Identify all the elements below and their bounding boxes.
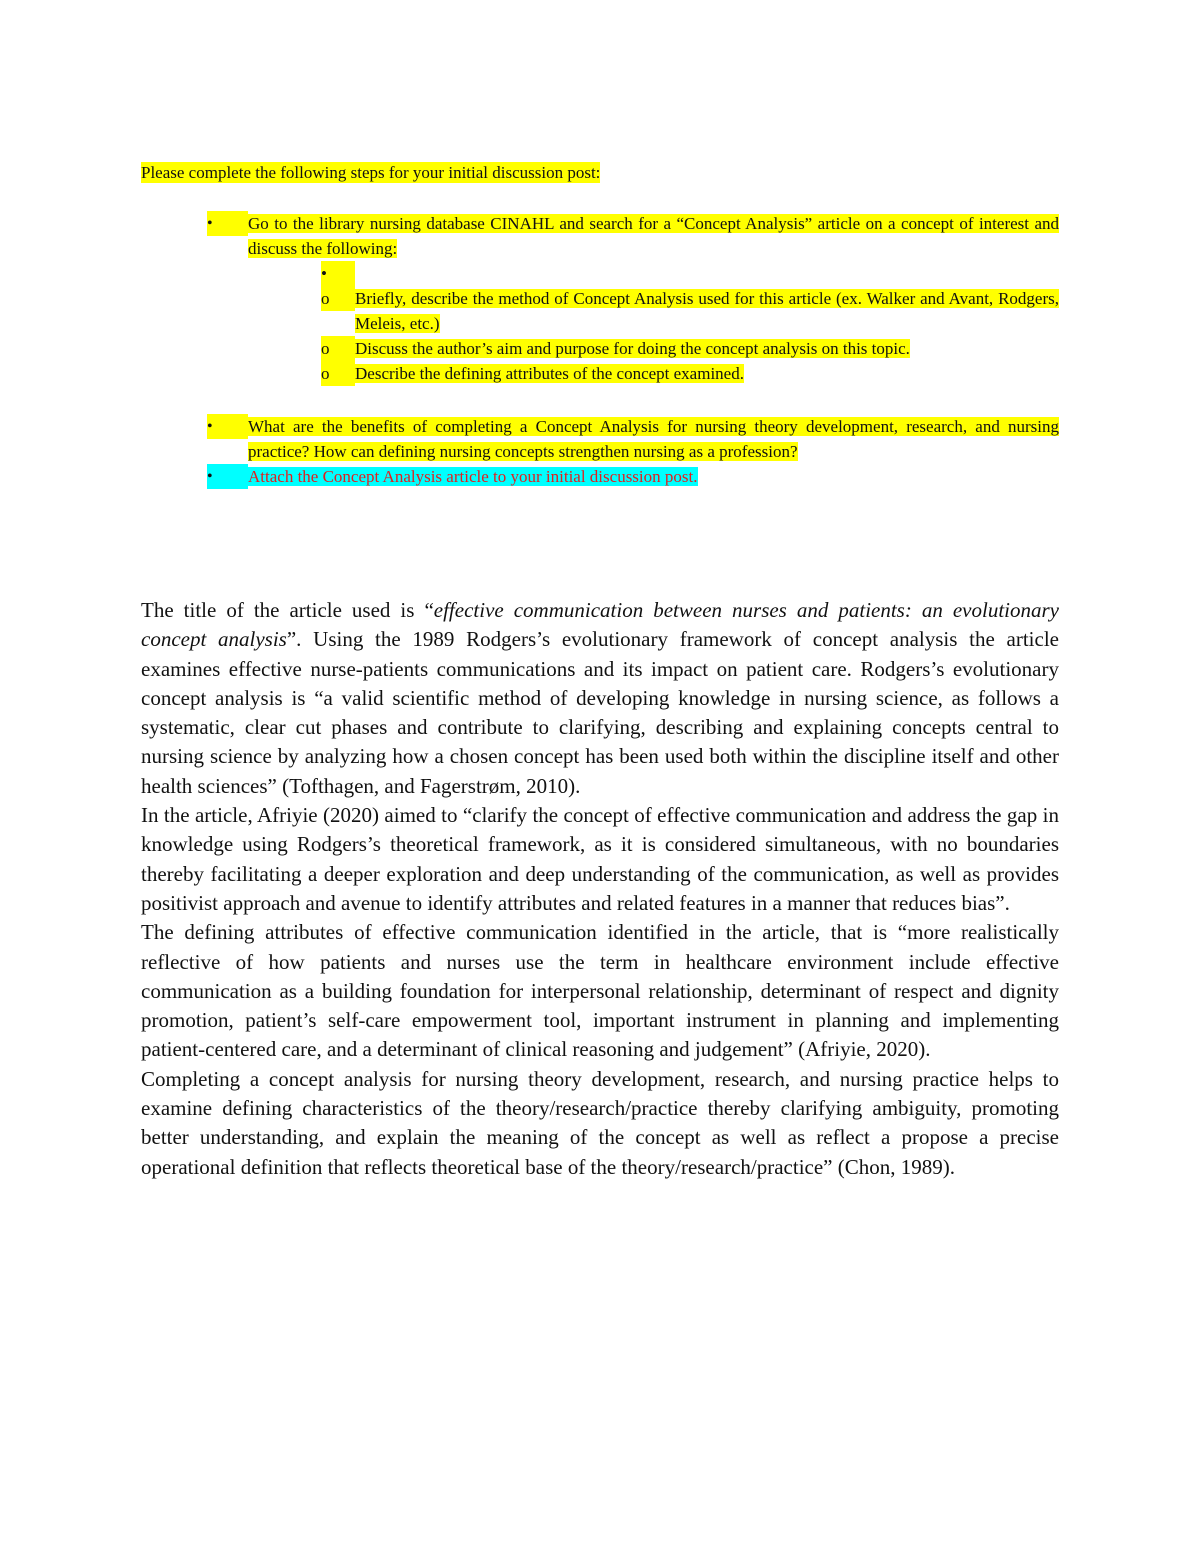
instruction-block	[141, 160, 1059, 489]
instruction-item-3-text: Attach the Concept Analysis article to your initial discussion post.	[248, 467, 698, 486]
instruction-item-2-text: What are the benefits of completing a Concept Analysis for nursing theory development, research, and nursing practice? How can defining nursing concepts strengthen nursing as a profession?	[248, 417, 1059, 461]
essay-paragraph-4: Completing a concept analysis for nursing theory development, research, and nursing practice helps to examine defining characteristics of the theory/research/practice thereby clarifying ambiguity, promoting better understanding, and explain the meaning of the concept as well as reflect a propose a precise operational definition that reflects theoretical base of the theory/research/practice” (Chon, 1989).	[141, 1066, 1059, 1179]
spacer	[141, 386, 1059, 414]
sub-item-2	[141, 336, 1059, 361]
bullet-icon: •	[207, 211, 248, 236]
sub-item-3	[141, 361, 1059, 386]
essay-body	[141, 596, 1059, 1182]
instruction-item-1	[141, 211, 1059, 261]
article-title: effective communication between nurses and patients: an evolutionary concept analysis	[141, 598, 1060, 652]
instruction-item-1-text: Go to the library nursing database CINAHL and search for a “Concept Analysis” article on a concept of interest and discuss the following:	[248, 214, 1059, 258]
sub-item-empty	[141, 261, 1059, 286]
sub-bullet-icon: o	[321, 361, 355, 386]
sub-item-1-text: Briefly, describe the method of Concept Analysis used for this article (ex. Walker and Avant, Rodgers, Meleis, etc.)	[355, 289, 1059, 333]
bullet-icon: •	[207, 464, 248, 489]
sub-bullet-icon: o	[321, 336, 355, 361]
bullet-icon: •	[321, 261, 355, 286]
instruction-intro	[141, 160, 1059, 185]
instruction-item-3	[141, 464, 1059, 489]
essay-paragraph-1	[141, 596, 1059, 801]
instruction-item-2	[141, 414, 1059, 464]
essay-p1-rest: ”. Using the 1989 Rodgers’s evolutionary framework of concept analysis the article examines effective nurse-patients communications and its impact on patient care. Rodgers’s evolutionary concept analysis is “a valid scientific method of developing knowledge in nursing science, as follows a systematic, clear cut phases and contribute to clarifying, describing and explaining concepts central to nursing science by analyzing how a chosen concept has been used both within the discipline itself and other health sciences” (Tofthagen, and Fagerstrøm, 2010).	[141, 627, 1059, 798]
essay-paragraph-2: In the article, Afriyie (2020) aimed to “clarify the concept of effective communication and address the gap in knowledge using Rodgers’s theoretical framework, as it is considered simultaneous, with no boundaries thereby facilitating a deeper exploration and deep understanding of the communication, as well as provides positivist approach and avenue to identify attributes and related features in a manner that reduces bias”.	[141, 803, 1059, 915]
essay-paragraph-3: The defining attributes of effective communication identified in the article, that is “more realistically reflective of how patients and nurses use the term in healthcare environment include effective communication as a building foundation for interpersonal relationship, determinant of respect and dignity promotion, patient’s self-care empowerment tool, important instrument in planning and implementing patient-centered care, and a determinant of clinical reasoning and judgement” (Afriyie, 2020).	[141, 920, 1059, 1062]
instruction-intro-text: Please complete the following steps for your initial discussion post:	[141, 163, 601, 182]
sub-item-2-text: Discuss the author’s aim and purpose for doing the concept analysis on this topic.	[355, 339, 910, 358]
sub-bullet-icon: o	[321, 286, 355, 311]
essay-p1-lead: The title of the article used is “	[141, 598, 434, 622]
sub-item-3-text: Describe the defining attributes of the concept examined.	[355, 364, 744, 383]
sub-item-1	[141, 286, 1059, 336]
bullet-icon: •	[207, 414, 248, 439]
